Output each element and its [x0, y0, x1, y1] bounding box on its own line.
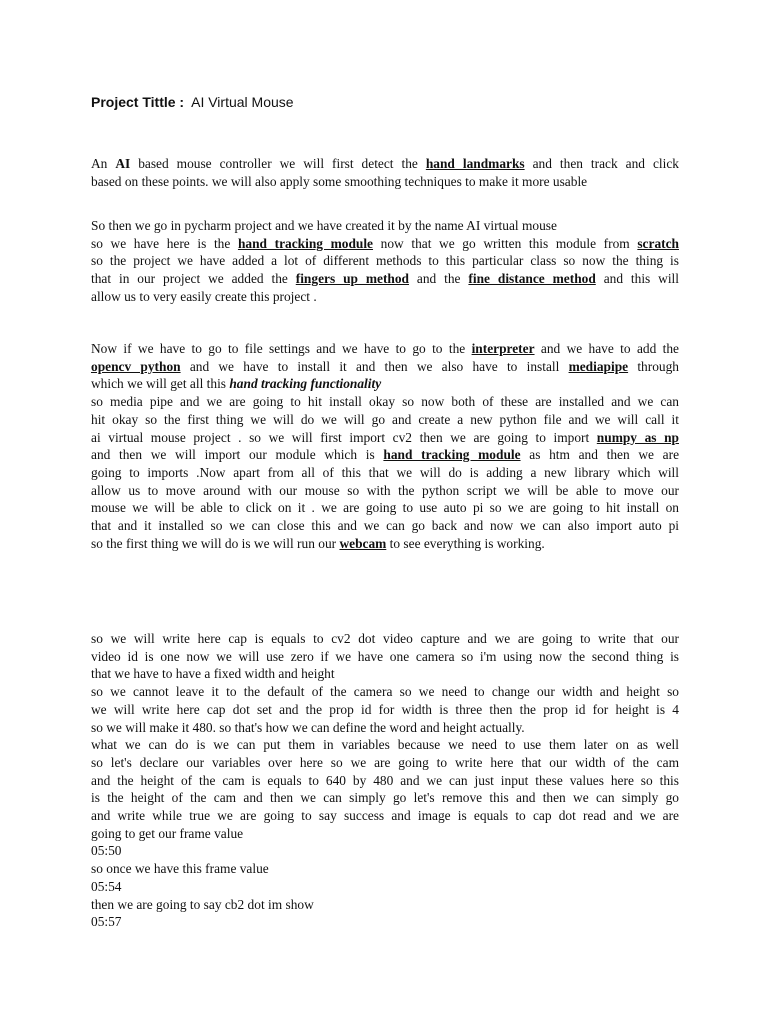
- bold-italic-term: hand tracking functionality: [229, 376, 382, 392]
- underlined-term: hand landmarks: [425, 156, 525, 171]
- underlined-term: scratch: [637, 235, 679, 251]
- underlined-term: mediapipe: [568, 358, 629, 374]
- transcript-paragraph: [91, 630, 679, 931]
- text-run: and then we will import our module which is: [91, 447, 384, 463]
- text-line: so once we have this frame value: [91, 861, 269, 877]
- project-title-label: Project Tittle :: [91, 94, 185, 110]
- text-line: [91, 429, 679, 447]
- text-run: and then track and click: [524, 156, 679, 171]
- text-line: [91, 155, 679, 173]
- text-line: based on these points. we will also apply some smoothing techniques to make it more usable: [91, 173, 588, 189]
- text-run: which we will get all this: [91, 376, 230, 392]
- text-run: Now if we have to go to file settings and we have to go to the: [91, 341, 472, 356]
- underlined-term: fine distance method: [468, 271, 596, 287]
- text-run: and the: [409, 271, 469, 287]
- text-line: and the height of the cam is equals to 640 by 480 and we can just input these values here so this: [91, 772, 679, 788]
- text-line: [91, 270, 679, 288]
- text-run: ai virtual mouse project . so we will first import cv2 then we are going to import: [91, 429, 597, 445]
- text-run: so the first thing we will do is we will run our: [91, 535, 340, 551]
- underlined-term: fingers up method: [295, 271, 410, 287]
- text-line: video id is one now we will use zero if we have one camera so i'm using now the second thing is: [91, 648, 679, 664]
- text-run: through: [628, 358, 679, 374]
- bold-term: AI: [115, 156, 131, 171]
- intro-paragraph: [91, 155, 679, 190]
- text-line: [91, 535, 679, 553]
- text-run: An: [91, 156, 116, 171]
- text-line: is the height of the cam and then we can simply go let's remove this and then we can simply go: [91, 790, 679, 806]
- text-line: going to imports .Now apart from all of this that we will do is adding a new library which will: [91, 464, 679, 480]
- text-line: [91, 235, 679, 253]
- project-title-value: AI Virtual Mouse: [191, 94, 294, 110]
- text-line: and write while true we are going to say success and image is equals to cap dot read and we are: [91, 808, 679, 824]
- text-line: mouse we will be able to click on it . we are going to use auto pi so we are going to hit install on: [91, 500, 679, 516]
- underlined-term: interpreter: [471, 341, 535, 356]
- text-line: allow us to very easily create this project .: [91, 288, 317, 304]
- text-line: going to get our frame value: [91, 825, 244, 841]
- text-run: as htm and then we are: [520, 447, 680, 463]
- text-run: and this will: [595, 271, 679, 287]
- project-title: [91, 94, 294, 110]
- text-line: so we cannot leave it to the default of the camera so we need to change our width and height so: [91, 684, 679, 700]
- interpreter-paragraph: [91, 340, 679, 552]
- underlined-term: hand tracking module: [237, 235, 374, 251]
- text-line: So then we go in pycharm project and we have created it by the name AI virtual mouse: [91, 218, 557, 233]
- text-line: then we are going to say cb2 dot im show: [91, 896, 314, 912]
- underlined-term: numpy as np: [596, 429, 679, 445]
- text-line: so media pipe and we are going to hit install okay so now both of these are installed and we can: [91, 394, 679, 410]
- timestamp: 05:54: [91, 878, 122, 894]
- text-line: allow us to move around with our mouse so with the python script we will be able to move our: [91, 482, 679, 498]
- text-run: so we have here is the: [91, 235, 238, 251]
- text-run: now that we go written this module from: [373, 235, 638, 251]
- timestamp: 05:50: [91, 843, 122, 859]
- text-line: so the project we have added a lot of different methods to this particular class so now the thing is: [91, 253, 679, 269]
- text-line: hit okay so the first thing we will do we will go and create a new python file and we will call it: [91, 411, 679, 427]
- text-line: that we have to have a fixed width and height: [91, 666, 335, 682]
- text-line: [91, 446, 679, 464]
- text-line: [91, 358, 679, 376]
- text-line: what we can do is we can put them in variables because we need to use them later on as well: [91, 737, 679, 753]
- underlined-term: webcam: [339, 535, 387, 551]
- text-run: based mouse controller we will first detect the: [130, 156, 426, 171]
- text-line: so we will make it 480. so that's how we can define the word and height actually.: [91, 719, 525, 735]
- underlined-term: hand tracking module: [383, 447, 521, 463]
- text-run: to see everything is working.: [386, 535, 545, 551]
- timestamp: 05:57: [91, 914, 122, 930]
- text-line: [91, 340, 679, 358]
- text-line: so let's declare our variables over here so we are going to write here that our width of the cam: [91, 754, 679, 770]
- text-run: and we have to install it and then we also have to install: [180, 358, 569, 374]
- text-run: and we have to add the: [534, 341, 679, 356]
- text-run: that in our project we added the: [91, 271, 296, 287]
- text-line: we will write here cap dot set and the prop id for width is three then the prop id for height is 4: [91, 701, 679, 717]
- underlined-term: opencv python: [91, 358, 181, 374]
- text-line: so we will write here cap is equals to cv2 dot video capture and we are going to write that our: [91, 631, 679, 646]
- text-line: that and it installed so we can close this and we can go back and now we can also import auto pi: [91, 518, 679, 534]
- pycharm-paragraph: [91, 217, 679, 306]
- text-line: [91, 375, 679, 393]
